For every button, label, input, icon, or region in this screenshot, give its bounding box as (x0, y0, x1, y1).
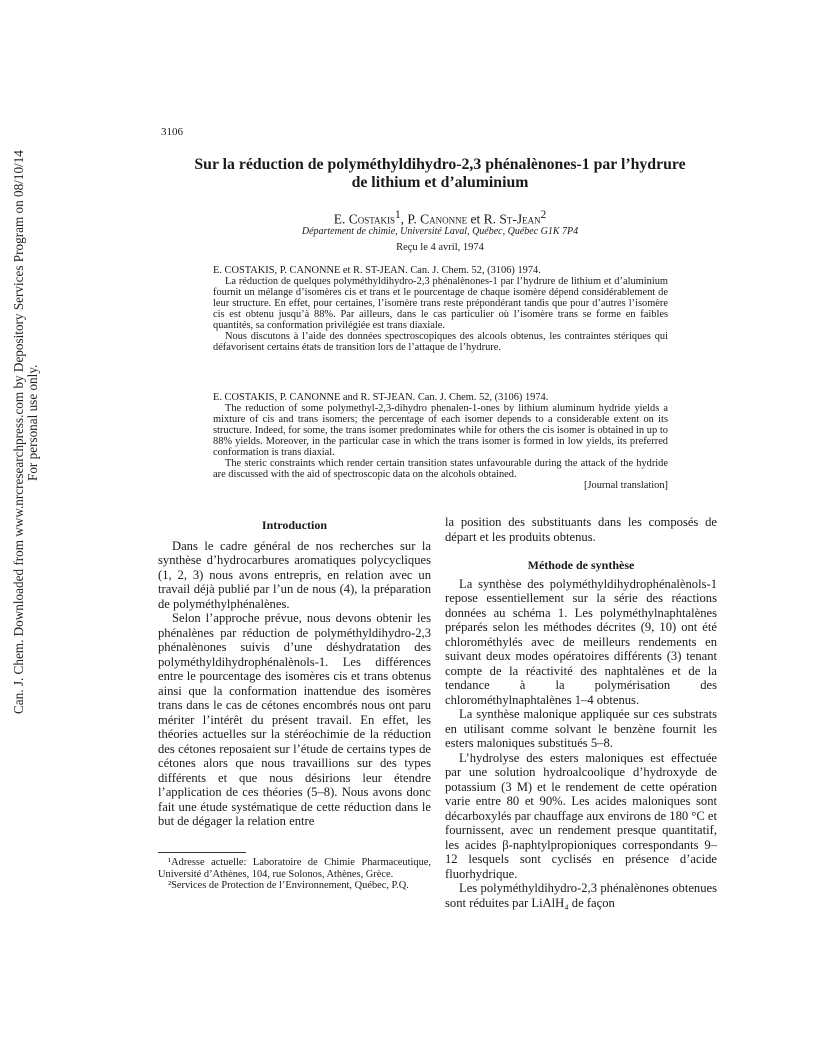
title-line-1: Sur la réduction de polyméthyldihydro-2,3 phénalènones-1 par l’hydrure (194, 156, 686, 173)
author-1-footnote-mark: 1 (395, 209, 401, 221)
journal-translation-note: [Journal translation] (584, 480, 668, 491)
abstract-english (213, 392, 668, 491)
methods-paragraph-4: Les polyméthyldihydro-2,3 phénalènones obtenues sont réduites par LiAlH₄ de façon (445, 881, 717, 910)
abstract-fr-paragraph-1: La réduction de quelques polyméthyldihydro-2,3 phénalènones-1 par l’hydrure de lithium et d’aluminium fournit un mélange d’isomères cis et trans et le pourcentage de chaque isomère dépend considérablement de leur structure. En effet, pour certaines, l’isomère trans reste prépondérant tandis que pour d’autres l’isomère cis est obtenu jusqu’à 88%. Par ailleurs, dans le cas particulier où l’isomère trans se forme en faibles quantités, sa conformation privilégiée est trans diaxiale. (213, 276, 668, 331)
author-1-initial: E. (333, 211, 349, 227)
introduction-paragraph-2: Selon l’approche prévue, nous devons obtenir les phénalènes par réduction de polyméthyldihydro-2,3 phénalènones suivis d’une déshydratation des polyméthyldihydrophénalènols-1. Les différences entre le pourcentage des isomères cis et trans obtenus ainsi que la conformation inattendue des isomères trans dans le cas de cétones encombrés nous ont paru mériter l’intérêt du présent travail. En effet, les théories actuelles sur la stéréochimie de la réduction des cétones reposaient sur l’étude de certains types de cétones alors que nous travaillions sur des types différents et que nous désirions leur étendre l’application de ces théories (5–8). Nous avons donc fait une étude systématique de cette réduction dans le but de dégager la relation entre (158, 611, 431, 828)
abstract-en-paragraph-1: The reduction of some polymethyl-2,3-dihydro phenalen-1-ones by lithium aluminum hydride yields a mixture of cis and trans isomers; the percentage of each isomer depends to a considerable extent on its structure. Indeed, for some, the trans isomer predominates while for others the cis isomer is obtained in up to 88% yields. Moreover, in the particular case in which the trans isomer is formed in low yields, its preferred conformation is trans diaxial. (213, 403, 668, 458)
download-notice-line: Can. J. Chem. Downloaded from www.nrcresearchpress.com by Depository Services Program on 08/10/14 (11, 150, 26, 714)
methods-paragraph-3: L’hydrolyse des esters maloniques est effectuée par une solution hydroalcoolique d’hydroxyde de potassium (3 M) et le rendement de cette opération varie entre 80 et 90%. Les acides maloniques sont décarboxylés par chauffage aux environs de 180 °C et fournissent, avec un rendement presque quantitatif, les acides β-naphtylpropioniques correspondants 9–12 lesquels sont cyclisés en présence d’acide fluorhydrique. (445, 750, 717, 881)
author-3-name: St-Jean (499, 211, 541, 227)
introduction-continuation: la position des substituants dans les composés de départ et les produits obtenus. (445, 515, 717, 544)
author-3-footnote-mark: 2 (540, 209, 547, 221)
author-list (170, 209, 710, 228)
left-column (158, 518, 431, 829)
abstract-french (213, 265, 668, 353)
author-2-name: Canonne (420, 211, 468, 227)
abstract-en-paragraph-2: The steric constraints which render certain transition states unfavourable during the attack of the hydride are discussed with the aid of spectroscopic data on the alcohols obtained. (213, 458, 668, 480)
author-separator-2: et R. (467, 211, 500, 227)
abstract-fr-paragraph-2: Nous discutons à l’aide des données spectroscopiques des alcools obtenus, les contraintes stériques qui défavorisent certains états de transition lors de l’attaque de l’hydrure. (213, 331, 668, 353)
page-number: 3106 (161, 126, 183, 138)
footnote-1: ¹Adresse actuelle: Laboratoire de Chimie Pharmaceutique, Université d’Athènes, 104, rue Solonos, Athènes, Grèce. (158, 857, 431, 880)
methods-paragraph-2: La synthèse malonique appliquée sur ces substrats en utilisant comme solvant le benzène fournit les esters maloniques substitués 5–8. (445, 707, 717, 750)
right-column (445, 515, 717, 910)
abstract-fr-citation: E. COSTAKIS, P. CANONNE et R. ST-JEAN. Can. J. Chem. 52, (3106) 1974. (213, 265, 541, 276)
introduction-heading: Introduction (261, 518, 328, 532)
abstract-en-citation: E. COSTAKIS, P. CANONNE and R. ST-JEAN. Can. J. Chem. 52, (3106) 1974. (213, 392, 549, 403)
received-date: Reçu le 4 avril, 1974 (396, 242, 484, 253)
footnotes (158, 857, 431, 892)
methods-paragraph-1: La synthèse des polyméthyldihydrophénalènols-1 repose essentiellement sur la série des réactions données au schéma 1. Les polyméthylnaphtalènes préparés selon les méthodes décrites (9, 10) ont été chlorométhylés avec de meilleurs rendements en suivant deux modes opératoires différents (3) tenant compte de la réactivité des naphtalènes et de la tendance à la polymérisation des chlorométhylnaphtalènes 1–4 obtenus. (445, 576, 717, 707)
affiliation: Département de chimie, Université Laval, Québec, Québec G1K 7P4 (301, 226, 579, 237)
author-1-name: Costakis (348, 211, 395, 227)
personal-use-line: For personal use only. (25, 364, 40, 481)
article-title (170, 156, 710, 192)
introduction-paragraph-1: Dans le cadre général de nos recherches sur la synthèse d’hydrocarbures aromatiques polycycliques (1, 2, 3) nous avons entrepris, en relation avec un travail déjà publié par l’un de nous (4), la préparation de polyméthylphénalènes. (158, 538, 431, 611)
footnote-divider (158, 852, 246, 853)
title-line-2: de lithium et d’aluminium (351, 174, 529, 191)
author-separator-1: , P. (400, 211, 421, 227)
footnote-2: ²Services de Protection de l’Environnement, Québec, P.Q. (168, 880, 409, 891)
methods-heading: Méthode de synthèse (527, 558, 635, 572)
